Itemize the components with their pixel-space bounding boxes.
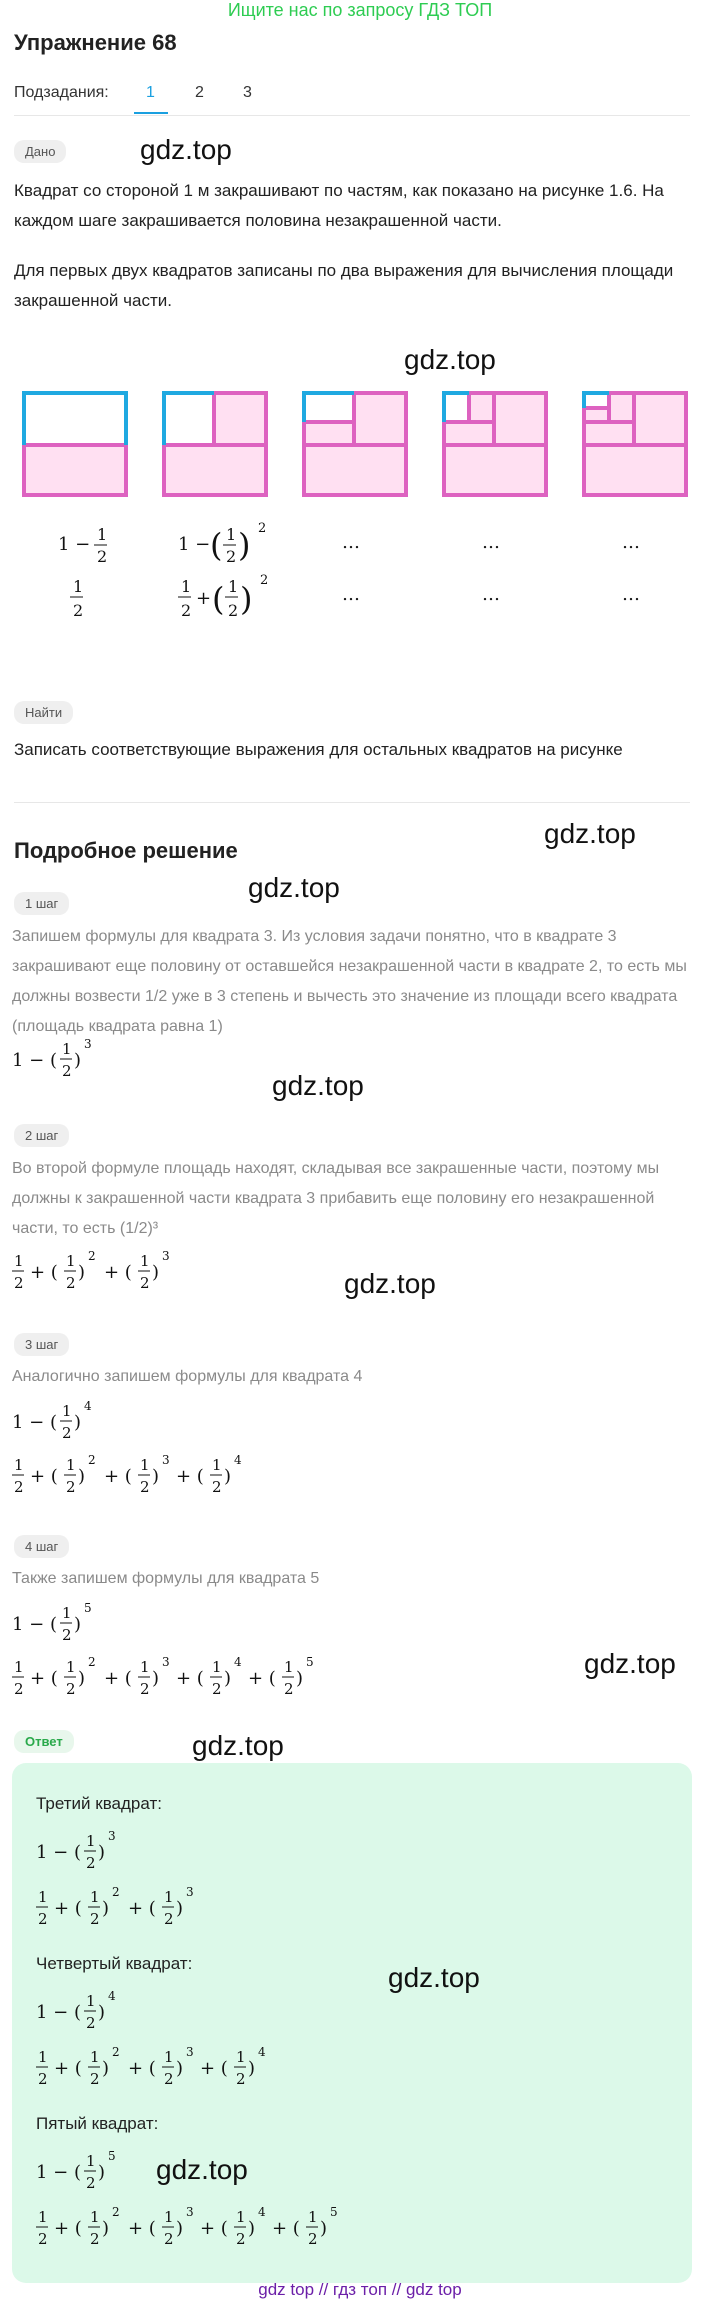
answer-third-formula-a (34, 1828, 174, 1878)
step-4-badge: 4 шаг (14, 1535, 69, 1558)
svg-text:2: 2 (88, 1655, 96, 1669)
svg-text:1: 1 (38, 1888, 48, 1906)
step-3-badge: 3 шаг (14, 1333, 69, 1356)
svg-text:2: 2 (112, 2205, 120, 2219)
svg-text:…: … (342, 532, 360, 553)
svg-text:1: 1 (164, 1888, 174, 1906)
svg-text:3: 3 (186, 2205, 194, 2219)
active-tab-indicator (134, 112, 168, 114)
svg-text:+ (: + ( (248, 1668, 276, 1689)
svg-text:2: 2 (308, 2230, 318, 2248)
answer-fifth-label: Пятый квадрат: (36, 2114, 159, 2133)
step-4-formula-b (10, 1654, 330, 1708)
svg-text:): ) (98, 1842, 106, 1863)
svg-text:1 − (: 1 − ( (36, 2002, 81, 2023)
svg-text:+ (: + ( (176, 1466, 204, 1487)
svg-text:2: 2 (66, 1680, 76, 1698)
step-3-formula-a (10, 1398, 150, 1448)
square-5 (584, 393, 686, 495)
svg-text:): ) (248, 2058, 256, 2079)
svg-text:): ) (78, 1668, 86, 1689)
svg-text:…: … (622, 584, 640, 605)
svg-text:+ (: + ( (54, 2058, 82, 2079)
svg-text:1: 1 (97, 525, 108, 544)
step-3-text: Аналогично запишем формулы для квадрата 4 (12, 1368, 363, 1385)
svg-text:1: 1 (308, 2208, 318, 2226)
svg-text:2: 2 (90, 2230, 100, 2248)
svg-text:1: 1 (90, 2048, 100, 2066)
svg-text:2: 2 (112, 2045, 120, 2059)
answer-third-formula-b (34, 1884, 234, 1938)
svg-text:4: 4 (258, 2045, 266, 2059)
svg-text:2: 2 (181, 601, 192, 620)
svg-text:1 − (: 1 − ( (12, 1412, 57, 1433)
svg-text:2: 2 (38, 1910, 48, 1928)
svg-text:): ) (102, 2218, 110, 2239)
svg-text:2: 2 (260, 573, 269, 588)
watermark: gdz.top (388, 1962, 480, 1993)
svg-text:2: 2 (236, 2070, 246, 2088)
svg-text:): ) (98, 2002, 106, 2023)
svg-text:+ (: + ( (104, 1262, 132, 1283)
svg-text:+ (: + ( (54, 1898, 82, 1919)
svg-text:): ) (152, 1668, 160, 1689)
svg-text:): ) (224, 1668, 232, 1689)
section-divider (14, 802, 690, 803)
top-search-link[interactable]: Ищите нас по запросу ГДЗ ТОП (227, 0, 493, 20)
svg-text:1: 1 (86, 2152, 96, 2170)
svg-text:2: 2 (284, 1680, 294, 1698)
svg-text:2: 2 (38, 2070, 48, 2088)
svg-text:2: 2 (86, 2174, 96, 2192)
svg-text:2: 2 (228, 601, 239, 620)
svg-text:…: … (482, 584, 500, 605)
answer-third-label: Третий квадрат: (36, 1794, 162, 1813)
svg-text:): ) (248, 2218, 256, 2239)
svg-text:1: 1 (66, 1658, 76, 1676)
svg-text:…: … (342, 584, 360, 605)
svg-text:3: 3 (162, 1453, 170, 1467)
svg-text:1: 1 (140, 1252, 150, 1270)
svg-text:2: 2 (66, 1274, 76, 1292)
svg-text:2: 2 (62, 1062, 72, 1080)
svg-text:…: … (622, 532, 640, 553)
svg-text:2: 2 (62, 1424, 72, 1442)
svg-text:2: 2 (14, 1274, 24, 1292)
svg-text:2: 2 (88, 1453, 96, 1467)
svg-text:): ) (74, 1614, 82, 1635)
svg-text:1: 1 (86, 1992, 96, 2010)
svg-text:1: 1 (90, 1888, 100, 1906)
svg-text:5: 5 (84, 1601, 92, 1615)
svg-text:4: 4 (234, 1453, 242, 1467)
step-4-formula-a (10, 1600, 150, 1650)
svg-text:1: 1 (14, 1252, 24, 1270)
svg-text:): ) (176, 2218, 184, 2239)
step-1-text: Запишем формулы для квадрата 3. Из условия задачи понятно, что в квадрате 3 закрашивают еще половину от оставшейся незакрашенной части в квадрате 2, то есть мы должны возвести 1/2 уже в 3 степень и вычесть это значение из площади всего квадрата (площадь квадрата равна 1) (12, 928, 687, 1035)
svg-text:2: 2 (90, 2070, 100, 2088)
svg-text:1: 1 (62, 1604, 72, 1622)
svg-text:3: 3 (186, 2045, 194, 2059)
svg-text:1: 1 (66, 1252, 76, 1270)
svg-text:2: 2 (86, 1854, 96, 1872)
svg-text:+ (: + ( (30, 1668, 58, 1689)
step-4-text: Также запишем формулы для квадрата 5 (12, 1570, 320, 1587)
svg-text:2: 2 (212, 1478, 222, 1496)
svg-text:1: 1 (62, 1040, 72, 1058)
svg-text:1: 1 (236, 2048, 246, 2066)
step-2-formula (10, 1248, 210, 1302)
svg-text:3: 3 (108, 1829, 116, 1843)
svg-text:+ (: + ( (104, 1466, 132, 1487)
svg-text:+ (: + ( (176, 1668, 204, 1689)
tab-subtask-2[interactable]: 2 (195, 84, 204, 101)
svg-text:): ) (152, 1466, 160, 1487)
answer-fourth-formula-b (34, 2044, 294, 2098)
squares-figure (0, 388, 720, 503)
svg-text:): ) (240, 580, 253, 618)
svg-text:(: ( (210, 526, 223, 564)
svg-text:): ) (224, 1466, 232, 1487)
answer-fourth-formula-a (34, 1988, 174, 2038)
svg-text:2: 2 (62, 1626, 72, 1644)
svg-text:3: 3 (162, 1655, 170, 1669)
watermark: gdz.top (140, 134, 232, 165)
svg-text:1 −: 1 − (58, 534, 91, 555)
step-2-badge: 2 шаг (14, 1124, 69, 1147)
tab-subtask-1[interactable]: 1 (146, 84, 155, 101)
svg-text:): ) (74, 1050, 82, 1071)
svg-text:1: 1 (140, 1658, 150, 1676)
svg-text:2: 2 (73, 601, 84, 620)
svg-text:): ) (152, 1262, 160, 1283)
solution-title: Подробное решение (14, 838, 238, 863)
watermark: gdz.top (272, 1070, 364, 1101)
svg-text:1: 1 (181, 577, 192, 596)
subtasks-label: Подзадания: (14, 84, 109, 101)
svg-text:): ) (78, 1262, 86, 1283)
svg-text:1: 1 (86, 1832, 96, 1850)
svg-text:1: 1 (90, 2208, 100, 2226)
svg-text:+ (: + ( (30, 1262, 58, 1283)
svg-text:2: 2 (38, 2230, 48, 2248)
svg-text:1: 1 (164, 2208, 174, 2226)
watermark: gdz.top (248, 872, 340, 903)
svg-text:2: 2 (236, 2230, 246, 2248)
svg-text:): ) (320, 2218, 328, 2239)
svg-text:5: 5 (108, 2149, 116, 2163)
svg-text:2: 2 (140, 1680, 150, 1698)
answer-badge: Ответ (14, 1730, 74, 1753)
answer-fifth-formula-b (34, 2204, 354, 2258)
svg-text:+ (: + ( (272, 2218, 300, 2239)
svg-text:1: 1 (66, 1456, 76, 1474)
svg-text:1: 1 (212, 1658, 222, 1676)
footer-links[interactable]: gdz top // гдз топ // gdz top (258, 2280, 462, 2299)
given-badge: Дано (14, 140, 66, 163)
step-2-text: Во второй формуле площадь находят, складывая все закрашенные части, поэтому мы должны к закрашенной части квадрата 3 прибавить еще половину его незакрашенной части, то есть (1/2)³ (12, 1160, 660, 1237)
svg-text:1 − (: 1 − ( (36, 2162, 81, 2183)
svg-text:1: 1 (62, 1402, 72, 1420)
svg-text:1: 1 (14, 1658, 24, 1676)
svg-text:): ) (102, 1898, 110, 1919)
svg-text:): ) (296, 1668, 304, 1689)
square-2 (164, 393, 266, 495)
watermark: gdz.top (156, 2154, 248, 2185)
watermark: gdz.top (404, 344, 496, 375)
svg-text:1: 1 (140, 1456, 150, 1474)
svg-text:4: 4 (108, 1989, 116, 2003)
figure-expressions (0, 520, 720, 640)
svg-text:1: 1 (73, 577, 84, 596)
svg-text:2: 2 (226, 547, 237, 566)
svg-text:2: 2 (97, 547, 108, 566)
svg-text:): ) (98, 2162, 106, 2183)
svg-text:): ) (102, 2058, 110, 2079)
svg-text:+ (: + ( (200, 2058, 228, 2079)
square-3 (304, 393, 406, 495)
svg-text:1: 1 (212, 1456, 222, 1474)
svg-text:1 − (: 1 − ( (12, 1614, 57, 1635)
find-badge: Найти (14, 701, 73, 724)
square-1 (24, 393, 126, 495)
svg-text:): ) (74, 1412, 82, 1433)
svg-text:1: 1 (38, 2208, 48, 2226)
svg-text:4: 4 (84, 1399, 92, 1413)
svg-text:2: 2 (164, 1910, 174, 1928)
svg-text:+: + (196, 588, 212, 609)
given-paragraph-2: Для первых двух квадратов записаны по два выражения для вычисления площади закрашенной части. (14, 261, 674, 310)
svg-text:2: 2 (140, 1274, 150, 1292)
svg-text:(: ( (212, 580, 225, 618)
svg-text:1: 1 (38, 2048, 48, 2066)
svg-text:3: 3 (162, 1249, 170, 1263)
svg-text:+ (: + ( (128, 2058, 156, 2079)
svg-text:1: 1 (236, 2208, 246, 2226)
watermark: gdz.top (344, 1268, 436, 1299)
svg-text:2: 2 (14, 1478, 24, 1496)
step-1-badge: 1 шаг (14, 892, 69, 915)
svg-text:2: 2 (90, 1910, 100, 1928)
answer-fourth-label: Четвертый квадрат: (36, 1954, 193, 1973)
svg-text:2: 2 (258, 521, 267, 536)
svg-text:…: … (482, 532, 500, 553)
square-4 (444, 393, 546, 495)
page-title: Упражнение 68 (14, 30, 177, 55)
svg-text:+ (: + ( (128, 2218, 156, 2239)
header-divider (14, 115, 690, 116)
svg-text:+ (: + ( (104, 1668, 132, 1689)
watermark: gdz.top (544, 818, 636, 849)
svg-text:2: 2 (88, 1249, 96, 1263)
watermark: gdz.top (192, 1730, 284, 1761)
svg-text:): ) (176, 2058, 184, 2079)
svg-text:2: 2 (112, 1885, 120, 1899)
svg-text:2: 2 (86, 2014, 96, 2032)
find-text: Записать соответствующие выражения для остальных квадратов на рисунке (14, 740, 623, 759)
svg-text:2: 2 (14, 1680, 24, 1698)
svg-text:1: 1 (14, 1456, 24, 1474)
svg-text:1: 1 (228, 577, 239, 596)
svg-text:+ (: + ( (200, 2218, 228, 2239)
svg-text:): ) (238, 526, 251, 564)
step-3-formula-b (10, 1452, 270, 1506)
svg-text:3: 3 (84, 1037, 92, 1051)
svg-text:1 − (: 1 − ( (12, 1050, 57, 1071)
svg-text:): ) (176, 1898, 184, 1919)
tab-subtask-3[interactable]: 3 (243, 84, 252, 101)
svg-text:4: 4 (258, 2205, 266, 2219)
svg-text:1: 1 (284, 1658, 294, 1676)
svg-text:1 −: 1 − (178, 534, 211, 555)
given-paragraph-1: Квадрат со стороной 1 м закрашивают по частям, как показано на рисунке 1.6. На каждом шаге закрашивается половина незакрашенной части. (14, 181, 664, 230)
svg-text:1 − (: 1 − ( (36, 1842, 81, 1863)
watermark: gdz.top (584, 1648, 676, 1679)
svg-text:2: 2 (164, 2070, 174, 2088)
svg-text:): ) (78, 1466, 86, 1487)
step-1-formula (10, 1036, 150, 1086)
svg-text:5: 5 (306, 1655, 314, 1669)
svg-text:3: 3 (186, 1885, 194, 1899)
svg-text:2: 2 (140, 1478, 150, 1496)
svg-text:+ (: + ( (30, 1466, 58, 1487)
svg-text:2: 2 (66, 1478, 76, 1496)
svg-text:2: 2 (164, 2230, 174, 2248)
svg-text:+ (: + ( (54, 2218, 82, 2239)
svg-text:1: 1 (164, 2048, 174, 2066)
svg-text:+ (: + ( (128, 1898, 156, 1919)
svg-text:4: 4 (234, 1655, 242, 1669)
answer-fifth-formula-a (34, 2148, 174, 2198)
svg-text:1: 1 (226, 525, 237, 544)
svg-text:2: 2 (212, 1680, 222, 1698)
svg-text:5: 5 (330, 2205, 338, 2219)
